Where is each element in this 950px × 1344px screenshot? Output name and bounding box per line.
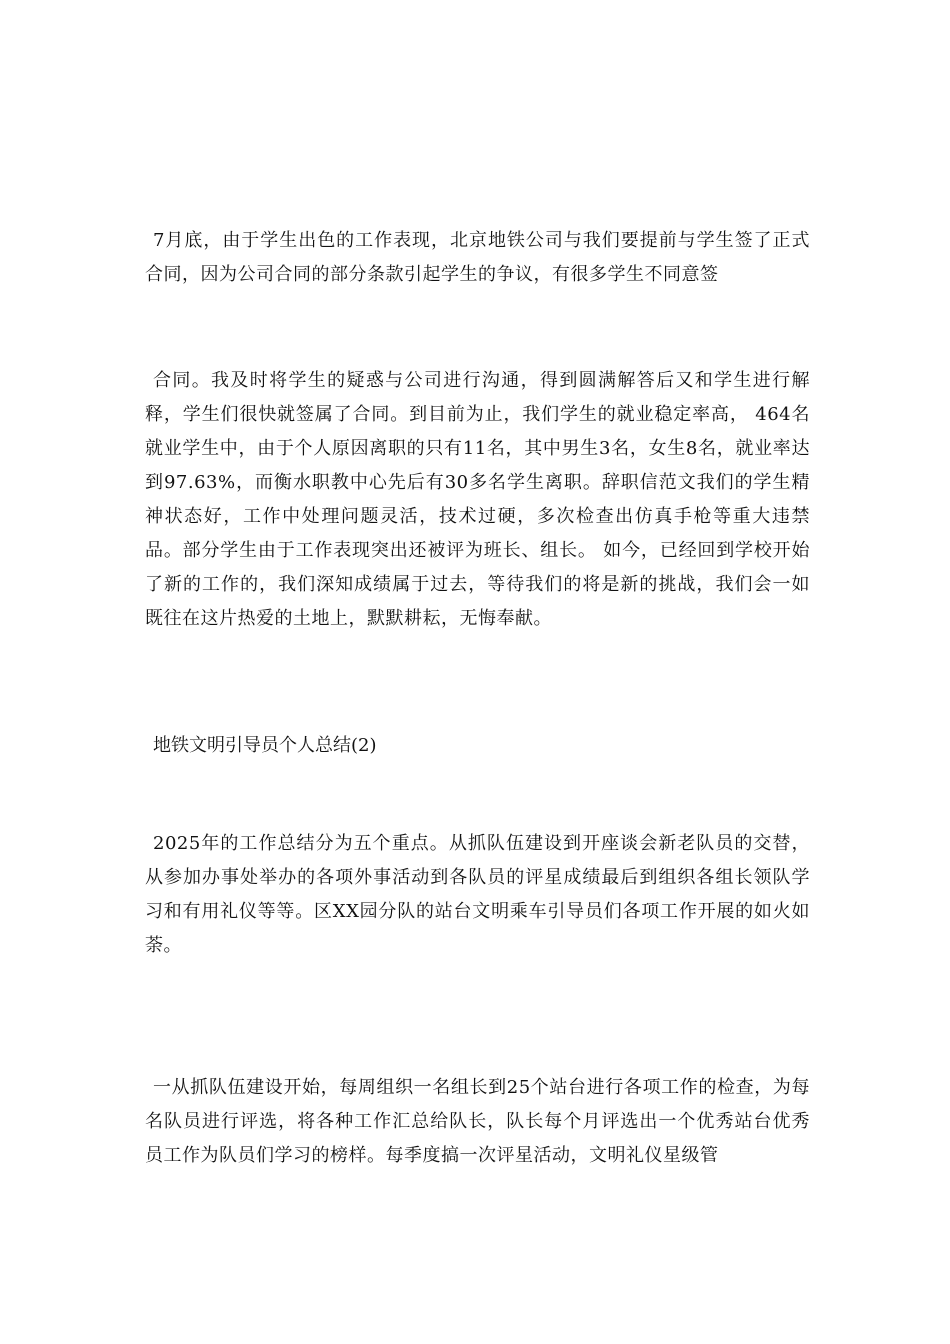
section-heading: 地铁文明引导员个人总结(2) — [153, 735, 377, 756]
paragraph-3: 2025年的工作总结分为五个重点。从抓队伍建设到开座谈会新老队员的交替，从参加办事处举办的各项外事活动到各队员的评星成绩最后到组织各组长领队学习和有用礼仪等等。区XX园分队的站台文明乘车引导员们各项工作开展的如火如荼。 — [145, 833, 810, 956]
paragraph-1: 7月底，由于学生出色的工作表现，北京地铁公司与我们要提前与学生签了正式合同，因为公司合同的部分条款引起学生的争议，有很多学生不同意签 — [145, 230, 810, 285]
paragraph-4: 一从抓队伍建设开始，每周组织一名组长到25个站台进行各项工作的检查，为每名队员进行评选，将各种工作汇总给队长，队长每个月评选出一个优秀站台优秀员工作为队员们学习的榜样。每季度搞一次评星活动，文明礼仪星级管 — [145, 1077, 810, 1166]
paragraph-2: 合同。我及时将学生的疑惑与公司进行沟通，得到圆满解答后又和学生进行解释，学生们很快就签属了合同。到目前为止，我们学生的就业稳定率高， 464名就业学生中，由于个人原因离职的只有11名，其中男生3名，女生8名，就业率达到97.63%，而衡水职教中心先后有30多名学生离职。辞职信范文我们的学生精神状态好，工作中处理问题灵活，技术过硬，多次检查出仿真手枪等重大违禁品。部分学生由于工作表现突出还被评为班长、组长。 如今，已经回到学校开始了新的工作的，我们深知成绩属于过去，等待我们的将是新的挑战，我们会一如既往在这片热爱的土地上，默默耕耘，无悔奉献。 — [145, 370, 810, 629]
